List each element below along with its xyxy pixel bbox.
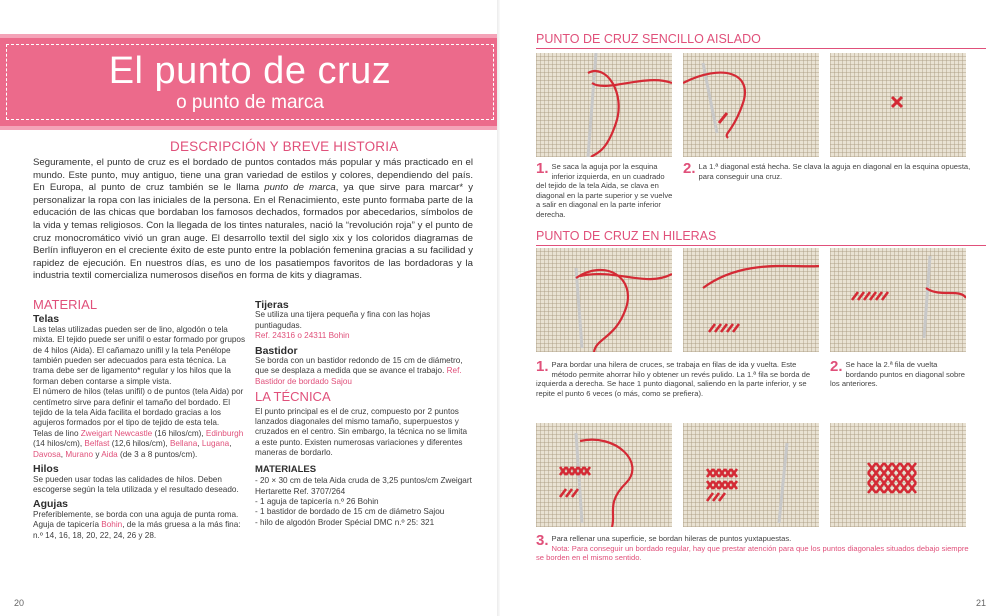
caption-number: 2. — [830, 358, 843, 375]
ref-belfast: Belfast — [84, 439, 110, 449]
intro-text-em: punto de marca — [264, 182, 336, 194]
telas-text-3 — [33, 429, 246, 460]
thread-needle-illustration — [536, 248, 672, 352]
tecnica-text: El punto principal es el de cruz, compuesto por 2 puntos lanzados diagonales del mismo tamaño, superpuestos y cruzados en el centro. Sin embargo, la técnica no se limita a este punto. Existen numerosas variaciones y diferentes maneras de bordarlo. — [255, 406, 468, 458]
telas-t3a: Telas de lino — [33, 428, 81, 438]
page-number-right: 21 — [975, 598, 986, 608]
column-tools — [255, 300, 473, 528]
agujas-heading: Agujas — [33, 498, 69, 511]
caption-number: 2. — [683, 160, 696, 177]
intro-paragraph — [33, 157, 473, 283]
materiales-item: - 1 aguja de tapicería n.º 26 Bohin — [255, 496, 379, 506]
telas-t3c: (14 hilos/cm), — [33, 439, 85, 449]
telas-heading: Telas — [33, 313, 60, 326]
filling-stitches-illustration — [683, 423, 819, 527]
materiales-item: - 20 × 30 cm de tela Aida cruda de 3,25 puntos/cm Zweigart Hertarette Ref. 3707/264 — [255, 476, 472, 496]
photo-single-step-2 — [683, 53, 819, 157]
caption-note: Nota: Para conseguir un bordado regular, hay que prestar atención para que los puntos diagonales situados debajo siempre se borden en el mismo sentido. — [536, 543, 969, 563]
caption-text: Se hace la 2.ª fila de vuelta bordando puntos en diagonal sobre los anteriores. — [830, 360, 966, 389]
bastidor-t: Se borda con un bastidor redondo de 15 cm de diámetro, que se desplaza a medida que se avance el trabajo. — [255, 356, 463, 376]
column-material — [33, 297, 246, 541]
tecnica-heading: LA TÉCNICA — [255, 389, 331, 405]
caption-single-1 — [536, 162, 676, 220]
telas-t3h: y — [93, 449, 102, 459]
title-banner — [0, 34, 500, 130]
ref-davosa: Davosa — [33, 449, 61, 459]
page-subtitle: o punto de marca — [176, 92, 324, 113]
caption-text: Para bordar una hilera de cruces, se trabaja en filas de ida y vuelta. Este método permite ahorrar hilo y obtener un revés pulido. La 1.ª fila se borda de izquierda a derecha. Se hace 1 punto diagonal, saliendo en la parte inferior, y se repite el punto 6 veces (o más, como se prefiera). — [536, 360, 811, 398]
page-title: El punto de cruz — [108, 50, 392, 92]
materiales-item: - 1 bastidor de bordado de 15 cm de diámetro Sajou — [255, 507, 445, 517]
photo-fill-step-b — [683, 423, 819, 527]
telas-t3f: , — [229, 439, 232, 449]
hilos-heading: Hilos — [33, 463, 59, 476]
material-heading: MATERIAL — [33, 297, 98, 312]
ref-murano: Murano — [65, 449, 94, 459]
caption-text: La 1.ª diagonal está hecha. Se clava la aguja en diagonal en la esquina opuesta, para conseguir una cruz. — [698, 162, 971, 181]
ref-lugana: Lugana — [201, 439, 230, 449]
heading-rule-1 — [536, 48, 986, 49]
row-crosses-illustration — [830, 248, 966, 352]
heading-rule-2 — [536, 245, 986, 246]
caption-number: 3. — [536, 532, 549, 549]
filled-block-illustration — [830, 423, 966, 527]
ref-bohin: Bohin — [101, 520, 123, 530]
heading-cross-rows: PUNTO DE CRUZ EN HILERAS — [536, 229, 717, 243]
photo-fill-step-c — [830, 423, 966, 527]
telas-t3d: (12,6 hilos/cm), — [109, 439, 170, 449]
telas-t3g: , — [60, 449, 66, 459]
filling-stitches-illustration — [536, 423, 672, 527]
ref-newcastle: Zweigart Newcastle — [80, 428, 153, 438]
hilos-text: Se pueden usar todas las calidades de hilos. Deben escogerse según la tela utilizada y el resultado deseado. — [33, 474, 239, 494]
caption-rows-1 — [536, 360, 821, 398]
bastidor-text — [255, 356, 473, 387]
bastidor-ref: Ref. Bastidor de bordado Sajou — [255, 366, 462, 386]
caption-number: 1. — [536, 358, 549, 375]
half-stitch-row-illustration — [683, 248, 819, 352]
tijeras-heading: Tijeras — [255, 299, 289, 311]
thread-illustration — [683, 53, 819, 157]
page-number-left: 20 — [14, 598, 25, 608]
thread-needle-illustration — [536, 53, 672, 157]
agujas-text — [33, 510, 246, 541]
caption-text: Se saca la aguja por la esquina inferior izquierda, en un cuadrado del tejido de la tela Aida, se clava en diagonal en la parte superior y se vuelve a salir en diagonal en la parte inferior derecha. — [536, 162, 673, 219]
right-page — [500, 0, 1000, 616]
photo-row-step-1b — [683, 248, 819, 352]
tijeras-text: Se utiliza una tijera pequeña y fina con las hojas puntiagudas. — [255, 310, 431, 330]
ref-edinburgh: Edinburgh — [205, 428, 244, 438]
caption-rows-2 — [830, 360, 970, 389]
caption-single-2 — [683, 162, 973, 181]
telas-t3e: , — [197, 439, 202, 449]
caption-fill — [536, 534, 976, 563]
bastidor-heading: Bastidor — [255, 344, 298, 357]
telas-text-1: Las telas utilizadas pueden ser de lino, algodón o tela mixta. El tejido puede ser unifil o estar formado por grupos de 4 hilos (Aida). El cañamazo unifil y la tela Penélope también pueden ser adecuados para esta técnica. La trama debe ser de ligamento* regular y los hilos que la forman deben contarse a simple vista. — [33, 324, 246, 386]
ref-bellana: Bellana — [169, 439, 198, 449]
heading-single-cross: PUNTO DE CRUZ SENCILLO AISLADO — [536, 32, 761, 46]
tijeras-ref: Ref. 24316 o 24311 Bohin — [255, 331, 350, 341]
photo-single-step-1 — [536, 53, 672, 157]
intro-text-1: Seguramente, el punto de cruz es el bordado de puntos contados más popular y más practicado en el mundo. Este punto, muy antiguo, tiene una gran variedad de estilos y colores, dependiendo del país. En Europa, al punto de cruz también se le llama — [33, 157, 473, 194]
photo-row-step-2 — [830, 248, 966, 352]
ref-aida: Aida — [101, 449, 118, 459]
finished-cross-illustration — [830, 53, 966, 157]
caption-number: 1. — [536, 160, 549, 177]
telas-t3b: (16 hilos/cm), — [152, 428, 206, 438]
materiales-heading: MATERIALES — [255, 463, 317, 475]
caption-text: Para rellenar una superficie, se bordan hileras de puntos yuxtapuestas. — [551, 534, 792, 543]
telas-t3i: (de 3 a 8 puntos/cm). — [117, 449, 198, 459]
materiales-item: - hilo de algodón Broder Spécial DMC n.º 25: 321 — [255, 517, 435, 527]
photo-single-step-3 — [830, 53, 966, 157]
intro-text-2: , ya que sirve para marcar* y personalizar la ropa con las iniciales de la persona. En el Renacimiento, este punto formaba parte de la educación de las chicas que bordaban los famosos dechados, formados por abecedarios, símbolos de la vida y temas religiosos. Con la llegada de los tintes naturales, nació la “revolución roja” y el punto de cruz monocromático vivió un gran auge. El desarrollo textil del siglo xix y los coloridos diagramas de Berlín influyeron en el creciente éxito de este punto entre la población femenina gracias a su facilidad y rapidez de ejecución. En nuestros días, es uno de los pasatiempos favoritos de las bordadoras y la industria textil comercializa numerosos diseños en forma de kits y diagramas. — [33, 182, 473, 282]
agujas-t2: , de la más gruesa a la más fina: n.º 14, 16, 18, 20, 22, 24, 26 y 28. — [33, 520, 241, 540]
photo-row-step-1a — [536, 248, 672, 352]
photo-fill-step-a — [536, 423, 672, 527]
section-heading-description: DESCRIPCIÓN Y BREVE HISTORIA — [170, 139, 399, 154]
agujas-t1: Preferiblemente, se borda con una aguja de punta roma. Aguja de tapicería — [33, 509, 239, 530]
telas-text-2: El número de hilos (telas unifil) o de puntos (tela Aida) por centímetro sirve para definir el tamaño del bordado. El tejido de la tela Aida facilita el bordado gracias a los agujeros formados por el tipo de tejido de esta tela. — [33, 387, 244, 428]
